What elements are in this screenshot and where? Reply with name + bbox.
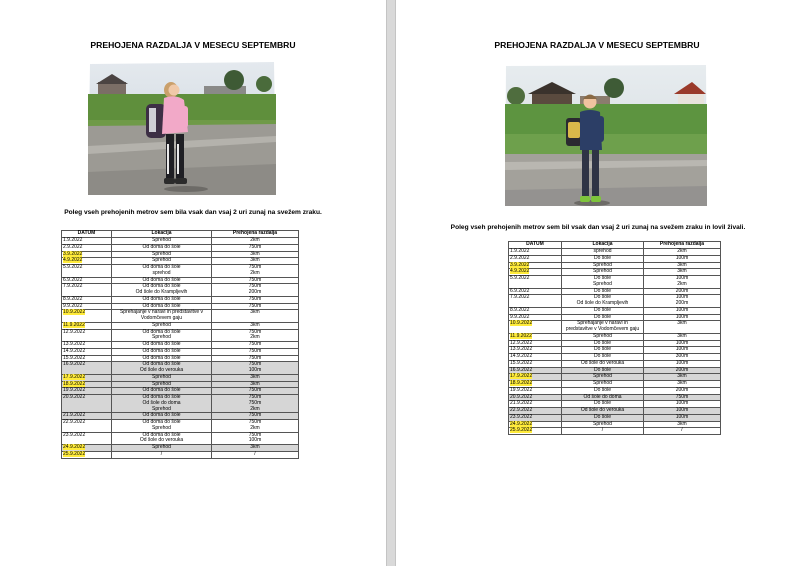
location-text: Do šole: [594, 400, 611, 407]
table-row: [62, 322, 299, 329]
distance-text: 2km: [250, 334, 260, 341]
column-header: DATUM: [509, 242, 562, 249]
date-cell: [62, 310, 112, 323]
distance-cell: [644, 295, 721, 308]
location-text: Od šole do verouka: [139, 367, 184, 373]
table-row: [509, 321, 721, 334]
distance-text: 750m: [248, 243, 262, 250]
distance-text: 100m: [675, 413, 689, 420]
table-row: [509, 428, 721, 435]
location-cell: [112, 451, 212, 458]
date-cell: [62, 432, 112, 445]
distance-text: 750m: [248, 419, 262, 425]
distance-cell: [644, 255, 721, 262]
location-text: Sprehod: [152, 237, 171, 243]
distance-cell: [212, 329, 299, 342]
location-text: Od doma do šole: [142, 361, 181, 368]
distance-text: 750m: [248, 399, 262, 406]
distance-text: 3km: [250, 250, 260, 257]
column-header: Prehojena razdalja: [212, 231, 299, 238]
date-text: 2.9.2022: [63, 243, 83, 250]
table-row: [62, 395, 299, 413]
location-text: Do šole: [594, 294, 611, 301]
date-text: 5.9.2022: [510, 275, 530, 281]
location-text: Do šole: [594, 353, 611, 359]
location-text: Sprehod: [593, 280, 612, 287]
location-cell: [112, 284, 212, 297]
date-text: 11.9.2022: [510, 332, 532, 339]
distance-text: 3km: [677, 373, 687, 380]
distance-text: 750m: [248, 276, 262, 283]
date-text: 16.9.2022: [510, 366, 533, 373]
location-text: Od šole do Krampljevih: [135, 289, 188, 295]
date-text: 15.9.2022: [510, 359, 533, 366]
location-cell: [112, 296, 212, 303]
table-row: [509, 414, 721, 421]
location-cell: [112, 374, 212, 381]
distance-text: 100m: [675, 346, 689, 353]
date-text: 14.9.2022: [63, 347, 86, 354]
page-caption: Poleg vseh prehojenih metrov sem bila vsak dan vsaj 2 uri zunaj na svežem zraku.: [64, 209, 322, 216]
date-cell: [62, 244, 112, 251]
date-text: 1.9.2022: [63, 237, 83, 243]
column-header: DATUM: [62, 231, 112, 238]
location-cell: [112, 244, 212, 251]
table-row: [509, 333, 721, 340]
page-gutter: [386, 0, 396, 566]
distance-cell: [644, 360, 721, 367]
location-cell: [562, 428, 644, 435]
location-text: Sprehod: [593, 261, 612, 268]
distance-cell: [212, 296, 299, 303]
distance-text: 3km: [677, 420, 687, 427]
document-page-right: [396, 0, 800, 566]
location-cell: [112, 265, 212, 278]
date-text: 3.9.2022: [510, 261, 530, 268]
table-row: [509, 307, 721, 314]
table-row: [509, 255, 721, 262]
distance-text: 300m: [675, 353, 689, 359]
date-cell: [62, 374, 112, 381]
distance-text: /: [254, 450, 256, 457]
location-text: Od doma do šole: [142, 419, 181, 425]
table-row: [509, 340, 721, 347]
date-text: 15.9.2022: [63, 354, 86, 361]
distance-cell: [212, 244, 299, 251]
page-title: PREHOJENA RAZDALJA V MESECU SEPTEMBRU: [494, 40, 700, 50]
location-text: Od doma do šole: [142, 387, 181, 394]
location-text: Sprehod: [593, 373, 612, 380]
location-text: Od doma do šole: [142, 431, 181, 438]
table-row: [62, 244, 299, 251]
distance-cell: [212, 420, 299, 433]
location-cell: [112, 348, 212, 355]
table-row: [509, 367, 721, 374]
distance-text: 2km: [250, 405, 260, 412]
distance-cell: [644, 276, 721, 289]
date-text: 7.9.2022: [510, 294, 530, 301]
distance-cell: [644, 414, 721, 421]
distance-text: 750m: [248, 394, 262, 400]
distance-cell: [212, 374, 299, 381]
date-text: 10.9.2022: [510, 320, 533, 327]
table-row: [62, 374, 299, 381]
location-text: Sprehod: [152, 334, 171, 341]
table-row: [62, 348, 299, 355]
date-text: 19.9.2022: [510, 386, 533, 393]
location-text: Od doma do šole: [142, 412, 181, 419]
column-header: Lokacija: [112, 231, 212, 238]
distance-text: 750m: [248, 412, 262, 419]
table-header-row: [509, 242, 721, 249]
distance-text: 100m: [675, 407, 689, 413]
date-text: 7.9.2022: [63, 283, 83, 290]
location-text: sprehod: [152, 269, 171, 276]
location-text: Do šole: [594, 346, 611, 353]
distance-text: 3km: [250, 380, 260, 387]
table-row: [509, 249, 721, 256]
location-text: Od doma do šole: [142, 354, 181, 361]
date-text: 4.9.2022: [63, 257, 83, 264]
location-text: /: [160, 450, 163, 457]
distance-text: 750m: [248, 283, 262, 290]
location-text: Sprehod: [152, 373, 171, 380]
location-cell: [562, 307, 644, 314]
distance-text: 750m: [248, 354, 262, 361]
location-text: Sprehod: [152, 250, 171, 257]
distance-text: 3km: [250, 257, 260, 264]
date-cell: [509, 428, 562, 435]
location-text: Sprehod: [152, 424, 171, 431]
date-text: 5.9.2022: [63, 264, 83, 270]
distance-text: 3km: [677, 268, 687, 275]
location-text: Od šole do doma: [142, 399, 181, 406]
distance-text: 750m: [248, 431, 262, 438]
table-row: [62, 451, 299, 458]
location-text: Od doma do šole: [142, 394, 181, 400]
distance-text: 2km: [250, 269, 260, 276]
date-text: 25.9.2022: [510, 427, 533, 434]
date-text: 17.9.2022: [63, 373, 86, 380]
date-text: 3.9.2022: [63, 250, 83, 257]
table-row: [509, 295, 721, 308]
table-row: [509, 288, 721, 295]
distance-text: /: [681, 427, 683, 434]
distance-cell: [212, 310, 299, 323]
date-text: 22.9.2022: [63, 419, 86, 425]
location-text: Od šole do doma: [583, 393, 622, 400]
document-page-left: [0, 0, 386, 566]
location-cell: [562, 414, 644, 421]
date-text: 13.9.2022: [63, 341, 86, 347]
table-row: [62, 329, 299, 342]
boy-photo: [502, 62, 710, 208]
distance-cell: [212, 362, 299, 375]
distance-text: 3km: [677, 380, 687, 386]
date-text: 18.9.2022: [510, 380, 533, 386]
distance-text: 100m: [248, 367, 262, 373]
table-row: [62, 251, 299, 258]
location-cell: [562, 333, 644, 340]
table-row: [509, 360, 721, 367]
distance-cell: [644, 307, 721, 314]
location-text: Od doma do šole: [142, 283, 181, 290]
location-text: Do šole: [594, 275, 611, 281]
distance-text: 3km: [677, 261, 687, 268]
location-text: Od šole do Krampljevih: [576, 300, 629, 306]
column-header: Lokacija: [562, 242, 644, 249]
date-text: 24.9.2022: [510, 420, 533, 427]
date-text: 11.9.2022: [63, 321, 85, 328]
distance-text: 100m: [675, 359, 689, 366]
location-text: Sprehod: [593, 268, 612, 275]
table-row: [509, 276, 721, 289]
distance-text: 200m: [675, 300, 689, 306]
distance-text: 3km: [677, 332, 687, 339]
page-caption: Poleg vseh prehojenih metrov sem bil vsak dan vsaj 2 uri zunaj na svežem zraku in lovil živali.: [450, 224, 746, 231]
distance-text: 3km: [250, 373, 260, 380]
date-text: 14.9.2022: [510, 353, 533, 359]
location-cell: [112, 310, 212, 323]
location-cell: [112, 329, 212, 342]
location-text: Od šole do verouka: [139, 437, 184, 444]
distance-cell: [644, 333, 721, 340]
distance-text: 100m: [248, 437, 262, 444]
location-text: Sprehod: [593, 332, 612, 339]
location-text: /: [601, 427, 604, 434]
location-cell: [112, 322, 212, 329]
distance-text: 3km: [677, 320, 687, 327]
table-row: [62, 265, 299, 278]
location-text: Do šole: [594, 313, 611, 320]
distance-text: 200m: [675, 366, 689, 373]
date-text: 2.9.2022: [510, 254, 530, 261]
table-row: [509, 269, 721, 276]
distance-text: 750m: [248, 347, 262, 354]
distance-text: 200m: [675, 386, 689, 393]
date-text: 21.9.2022: [63, 412, 86, 419]
distance-text: 200m: [248, 289, 262, 295]
date-text: 4.9.2022: [510, 268, 530, 275]
location-text: Od šole do verouka: [580, 407, 625, 413]
location-text: Od doma do šole: [142, 295, 181, 302]
location-text: Od doma do šole: [142, 302, 181, 309]
table-row: [509, 408, 721, 415]
date-text: 12.9.2022: [510, 339, 533, 346]
date-text: 9.9.2022: [63, 302, 83, 309]
location-text: Do šole: [594, 254, 611, 261]
location-cell: [562, 321, 644, 334]
date-text: 6.9.2022: [63, 276, 83, 283]
date-text: 8.9.2022: [63, 295, 83, 302]
location-text: Od doma do šole: [142, 347, 181, 354]
location-text: Sprehod: [152, 257, 171, 264]
date-text: 19.9.2022: [63, 387, 86, 394]
table-row: [62, 432, 299, 445]
date-cell: [509, 295, 562, 308]
location-text: Do šole: [594, 386, 611, 393]
distance-text: 3km: [250, 309, 260, 316]
location-cell: [562, 387, 644, 394]
distance-cell: [212, 284, 299, 297]
date-cell: [62, 284, 112, 297]
table-row: [509, 394, 721, 401]
distance-text: 750m: [248, 264, 262, 270]
girl-photo: [84, 60, 278, 197]
location-text: Od doma do šole: [142, 276, 181, 283]
distance-text: 2km: [250, 237, 260, 243]
location-text: Do šole: [594, 366, 611, 373]
distance-text: 100m: [675, 339, 689, 346]
date-text: 10.9.2022: [63, 309, 86, 316]
distance-text: 750m: [248, 295, 262, 302]
table-row: [509, 381, 721, 388]
distance-text: 2km: [677, 248, 687, 254]
date-text: 23.9.2022: [510, 413, 533, 420]
distance-cell: [212, 265, 299, 278]
date-text: 13.9.2022: [510, 346, 533, 353]
location-text: Od doma do šole: [142, 341, 181, 347]
distance-text: 3km: [250, 444, 260, 450]
distance-text: 100m: [675, 254, 689, 261]
location-text: Sprehod: [152, 405, 171, 412]
column-header: Prehojena razdalja: [644, 242, 721, 249]
table-row: [62, 310, 299, 323]
date-text: 9.9.2022: [510, 313, 530, 320]
distance-text: 100m: [675, 294, 689, 301]
date-cell: [509, 255, 562, 262]
distance-cell: [644, 428, 721, 435]
date-text: 1.9.2022: [510, 248, 530, 254]
location-text: Do šole: [594, 287, 611, 294]
location-cell: [112, 420, 212, 433]
date-cell: [62, 451, 112, 458]
distance-cell: [644, 321, 721, 334]
date-text: 6.9.2022: [510, 287, 530, 294]
date-cell: [509, 276, 562, 289]
date-cell: [62, 362, 112, 375]
date-text: 23.9.2022: [63, 431, 86, 438]
date-cell: [62, 265, 112, 278]
distance-cell: [212, 395, 299, 413]
location-text: Do šole: [594, 306, 611, 313]
distance-text: 100m: [675, 306, 689, 313]
table-row: [509, 387, 721, 394]
location-text: Od doma do šole: [142, 328, 181, 335]
date-text: 8.9.2022: [510, 306, 530, 313]
distance-text: 750m: [248, 387, 262, 394]
distance-cell: [644, 387, 721, 394]
location-text: Sprehajanje v naravi in predstavitve v Vodomčevem gaju: [565, 320, 640, 332]
distance-text: 750m: [248, 302, 262, 309]
date-text: 24.9.2022: [63, 444, 86, 450]
distance-text: 2km: [250, 424, 260, 431]
table-row: [62, 362, 299, 375]
location-text: sprehod: [593, 248, 612, 254]
location-cell: [112, 362, 212, 375]
location-cell: [562, 360, 644, 367]
distance-cell: [212, 348, 299, 355]
location-text: Do šole: [594, 413, 611, 420]
date-text: 12.9.2022: [63, 328, 86, 335]
location-text: Sprehod: [593, 380, 612, 386]
table-row: [509, 347, 721, 354]
distance-text: 100m: [675, 400, 689, 407]
table-row: [62, 296, 299, 303]
date-text: 20.9.2022: [63, 394, 86, 400]
distance-table: [61, 230, 299, 459]
table-row: [509, 421, 721, 428]
date-text: 22.9.2022: [510, 407, 533, 413]
distance-cell: [212, 322, 299, 329]
distance-cell: [212, 432, 299, 445]
distance-text: 3km: [250, 321, 260, 328]
distance-table: [508, 241, 721, 435]
date-text: 21.9.2022: [510, 400, 533, 407]
page-title: PREHOJENA RAZDALJA V MESECU SEPTEMBRU: [90, 40, 296, 50]
table-row: [62, 284, 299, 297]
date-text: 16.9.2022: [63, 361, 86, 368]
location-cell: [112, 432, 212, 445]
table-row: [509, 262, 721, 269]
date-text: 18.9.2022: [63, 380, 86, 387]
location-text: Do šole: [594, 339, 611, 346]
distance-text: 100m: [675, 313, 689, 320]
location-text: Sprehod: [152, 321, 171, 328]
table-row: [62, 445, 299, 452]
location-text: Od šole do verouka: [580, 359, 625, 366]
location-text: Od doma do šole: [142, 264, 181, 270]
location-cell: [562, 255, 644, 262]
date-cell: [509, 414, 562, 421]
date-text: 25.9.2022: [63, 450, 86, 457]
location-text: Sprehod: [152, 380, 171, 387]
distance-text: 100m: [675, 275, 689, 281]
date-cell: [509, 321, 562, 334]
distance-text: 2km: [677, 280, 687, 287]
location-text: Sprehod: [593, 420, 612, 427]
date-text: 17.9.2022: [510, 373, 533, 380]
distance-text: 750m: [248, 328, 262, 335]
distance-text: 750m: [248, 361, 262, 368]
distance-cell: [212, 451, 299, 458]
location-cell: [562, 295, 644, 308]
date-cell: [62, 329, 112, 342]
date-text: 20.9.2022: [510, 393, 533, 400]
distance-text: 200m: [675, 287, 689, 294]
table-row: [62, 420, 299, 433]
location-text: Sprehajanje v naravi in predstavitve v Vodomčevem gaju: [119, 309, 204, 321]
date-cell: [62, 395, 112, 413]
table-row: [509, 374, 721, 381]
distance-text: 750m: [675, 393, 689, 400]
date-cell: [62, 420, 112, 433]
location-text: Sprehod: [152, 444, 171, 450]
location-cell: [112, 395, 212, 413]
location-text: Od doma do šole: [142, 243, 181, 250]
distance-text: 750m: [248, 341, 262, 347]
table-header-row: [62, 231, 299, 238]
location-cell: [562, 276, 644, 289]
